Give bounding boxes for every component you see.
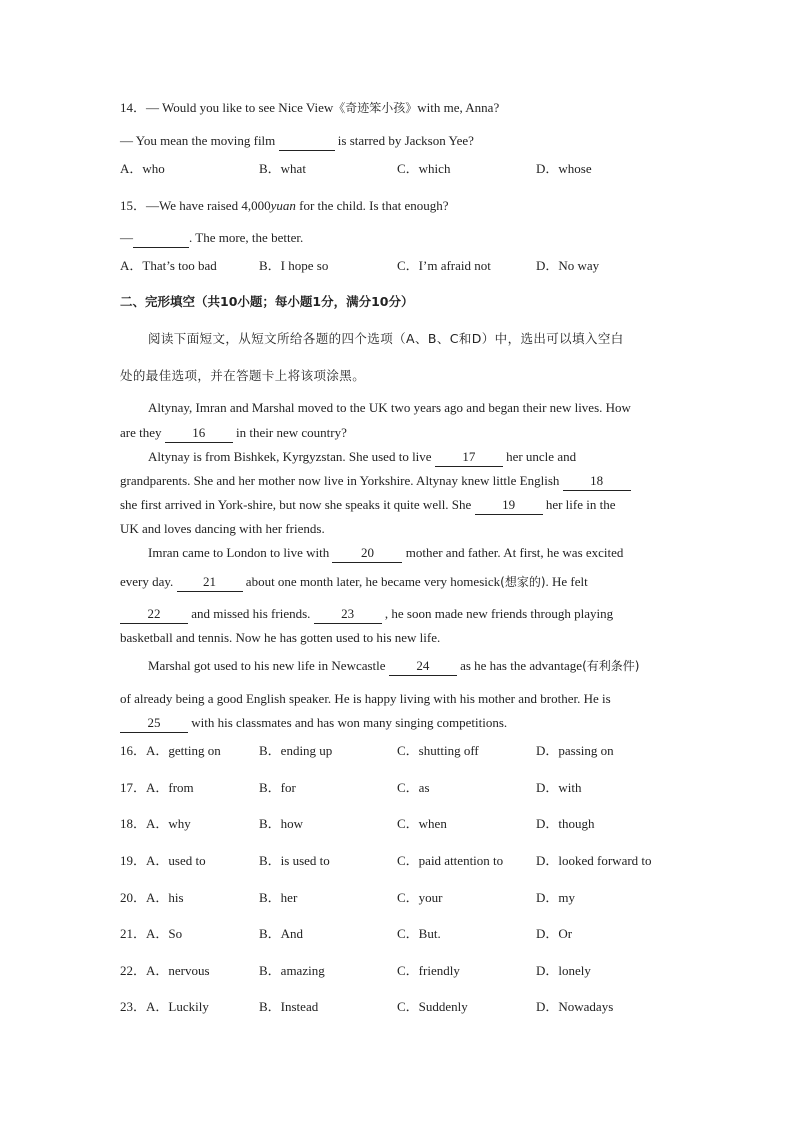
passage-text: her uncle and <box>506 449 577 464</box>
passage-text: in their new country? <box>236 425 347 440</box>
option-text: A．getting on <box>146 743 221 758</box>
passage-p4-line3 <box>120 714 507 733</box>
q22-option-b: B．amazing <box>259 963 325 978</box>
q15-stem-italic: yuan <box>270 198 296 213</box>
passage-p4-line2: of already being a good English speaker. He is happy living with his mother and brother. He is <box>120 691 611 706</box>
q18-option-b: B．how <box>259 816 304 831</box>
q15-reply-post: . The more, the better. <box>189 230 304 245</box>
q21-option-c: C．But. <box>397 926 441 941</box>
q20-option-c: C．your <box>397 890 443 905</box>
option-text: A．used to <box>146 853 206 868</box>
q15-stem <box>120 197 449 215</box>
q14-reply-pre: — You mean the moving film <box>120 133 276 148</box>
question-number: 17． <box>120 780 147 795</box>
q22-option-c: C．friendly <box>397 963 460 978</box>
passage-text: and missed his friends. <box>191 606 311 621</box>
passage-p3-line1 <box>148 544 623 563</box>
q14-stem-cn: 《奇迹笨小孩》 <box>333 101 418 115</box>
blank-22: 22 <box>120 605 188 624</box>
option-text: A．nervous <box>146 963 210 978</box>
option-text: A．So <box>146 926 183 941</box>
q20-option-b: B．her <box>259 890 298 905</box>
q15-option-a: A．That’s too bad <box>120 258 217 273</box>
passage-p1-line2 <box>120 424 347 443</box>
passage-text: are they <box>120 425 162 440</box>
q23-option-c: C．Suddenly <box>397 999 468 1014</box>
q16-option-b: B．ending up <box>259 743 333 758</box>
q17-option-a <box>120 779 194 797</box>
q23-option-b: B．Instead <box>259 999 319 1014</box>
blank-19: 19 <box>475 496 543 515</box>
option-text: A．why <box>146 816 191 831</box>
blank-16: 16 <box>165 424 233 443</box>
q20-option-d: D．my <box>536 890 576 905</box>
q22-option-d: D．lonely <box>536 963 591 978</box>
passage-text: Altynay is from Bishkek, Kyrgyzstan. She used to live <box>148 449 432 464</box>
q15-stem-post: for the child. Is that enough? <box>299 198 449 213</box>
q14-stem-post: with me, Anna? <box>417 100 500 115</box>
passage-text: Imran came to London to live with <box>148 545 330 560</box>
passage-p3-line2 <box>120 573 588 592</box>
q14-stem <box>120 99 499 117</box>
q19-option-b: B．is used to <box>259 853 330 868</box>
q23-option-d: D．Nowadays <box>536 999 614 1014</box>
passage-p2-line4: UK and loves dancing with her friends. <box>120 521 325 536</box>
question-number: 22． <box>120 963 147 978</box>
blank-23: 23 <box>314 605 382 624</box>
passage-text: she first arrived in York-shire, but now she speaks it quite well. She <box>120 497 472 512</box>
section-instruction-1: 阅读下面短文，从短文所给各题的四个选项（A、B、C和D）中，选出可以填入空白 <box>148 331 624 346</box>
passage-text: her life in the <box>545 497 616 512</box>
passage-p2-line3 <box>120 496 615 515</box>
passage-p3-line3 <box>120 605 613 624</box>
q16-option-d: D．passing on <box>536 743 614 758</box>
passage-text: every day. <box>120 574 174 589</box>
passage-p2-line2 <box>120 472 631 491</box>
q15-reply <box>120 229 303 248</box>
blank-20: 20 <box>332 544 402 563</box>
passage-text: . He felt <box>545 574 588 589</box>
q17-option-d: D．with <box>536 780 582 795</box>
q15-stem-pre: 15．—We have raised 4,000 <box>120 198 271 213</box>
passage-text: Marshal got used to his new life in Newcastle <box>148 658 386 673</box>
q21-option-d: D．Or <box>536 926 573 941</box>
q19-option-a <box>120 852 206 870</box>
q18-option-d: D．though <box>536 816 595 831</box>
passage-annotation: (有利条件) <box>582 659 640 673</box>
passage-text: mother and father. At first, he was excited <box>405 545 624 560</box>
q19-option-d: D．looked forward to <box>536 853 652 868</box>
answer-blank <box>133 229 189 248</box>
section-heading: 二、完形填空（共10小题；每小题1分，满分10分） <box>120 294 414 309</box>
question-number: 19． <box>120 853 147 868</box>
blank-24: 24 <box>389 657 457 676</box>
question-number: 21． <box>120 926 147 941</box>
question-number: 18． <box>120 816 147 831</box>
passage-text: with his classmates and has won many singing competitions. <box>191 715 508 730</box>
q14-option-d: D．whose <box>536 161 592 176</box>
answer-blank <box>279 132 335 151</box>
passage-text: , he soon made new friends through playing <box>384 606 614 621</box>
q14-reply <box>120 132 474 151</box>
question-number: 20． <box>120 890 147 905</box>
passage-p2-line1 <box>148 448 576 467</box>
q21-option-b: B．And <box>259 926 304 941</box>
q22-option-a <box>120 962 210 980</box>
q14-stem-pre: 14．— Would you like to see Nice View <box>120 100 334 115</box>
passage-p4-line1 <box>148 657 639 676</box>
passage-text: about one month later, he became very homesick <box>245 574 501 589</box>
q17-option-b: B．for <box>259 780 296 795</box>
blank-18: 18 <box>563 472 631 491</box>
q18-option-a <box>120 815 191 833</box>
option-text: A．Luckily <box>146 999 209 1014</box>
section-instruction-2: 处的最佳选项，并在答题卡上将该项涂黑。 <box>120 368 366 383</box>
blank-17: 17 <box>435 448 503 467</box>
question-number: 16． <box>120 743 147 758</box>
passage-text: as he has the advantage <box>460 658 583 673</box>
q14-option-b: B．what <box>259 161 306 176</box>
q17-option-c: C．as <box>397 780 430 795</box>
q23-option-a <box>120 998 209 1016</box>
q14-reply-post: is starred by Jackson Yee? <box>337 133 474 148</box>
option-text: A．from <box>146 780 194 795</box>
option-text: A．his <box>146 890 184 905</box>
passage-p1-line1: Altynay, Imran and Marshal moved to the UK two years ago and began their new lives. How <box>148 400 631 415</box>
q18-option-c: C．when <box>397 816 447 831</box>
passage-text: grandparents. She and her mother now live in Yorkshire. Altynay knew little English <box>120 473 560 488</box>
q15-reply-pre: — <box>120 230 133 245</box>
passage-p3-line4: basketball and tennis. Now he has gotten used to his new life. <box>120 630 441 645</box>
q21-option-a <box>120 925 182 943</box>
q15-option-c: C．I’m afraid not <box>397 258 491 273</box>
blank-21: 21 <box>177 573 243 592</box>
q15-option-d: D．No way <box>536 258 600 273</box>
passage-annotation: (想家的) <box>500 575 546 589</box>
q15-option-b: B．I hope so <box>259 258 329 273</box>
q14-option-a: A．who <box>120 161 165 176</box>
q16-option-a <box>120 742 221 760</box>
q14-option-c: C．which <box>397 161 451 176</box>
q19-option-c: C．paid attention to <box>397 853 504 868</box>
question-number: 23． <box>120 999 147 1014</box>
blank-25: 25 <box>120 714 188 733</box>
q20-option-a <box>120 889 184 907</box>
q16-option-c: C．shutting off <box>397 743 479 758</box>
